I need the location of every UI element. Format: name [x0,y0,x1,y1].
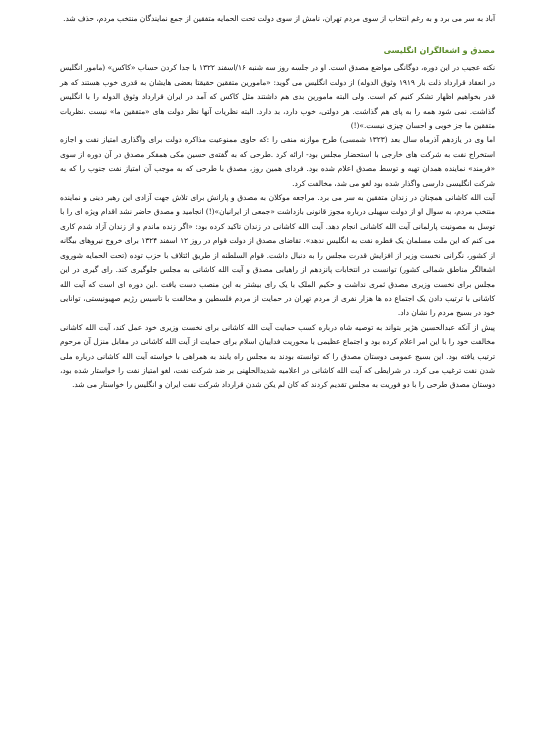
page-body [60,12,495,393]
paragraph-kashani-prison: آیت الله کاشانی همچنان در زندان متفقین به سر می برد. مراجعه موکلان به مصدق و پارانش برای تلاش جهت آزادی این رهبر دینی و نماینده منتخب مردم، به سوال او از دولت سهیلی درباره مجوز قانونی بازداشت «جمعی از ایرانیان»(!) انجامید و مصدق حاضر نشد اقدام ویژه ای را با توسل به مصونیت پارلمانی آیت الله کاشانی انجام دهد. آیت الله کاشانی در زندان تاکید کرده بود: «اگر زنده ماندم و از زندان آزاد شدم کاری می کنم که این ملت مسلمان یک قطره نفت به انگلیس ندهد». تقاضای مصدق از دولت قوام در روز ۱۲ اسفند ۱۳۲۴ برای خروج نیروهای بیگانه از کشور، نگرانی نخست وزیر از افزایش قدرت مجلس را به دنبال داشت. قوام السلطنه از طریق ائتلاف با حزب توده (تحت الحمایه شوروی اشغالگر مناطق شمالی کشور) توانست در انتخابات پانزدهم از راهیابی مصدق و آیت الله کاشانی به مجلس جلوگیری کند. رای گیری در این مجلس برای نخست وزیری مصدق ثمری نداشت و حکیم الملک با یک رای بیشتر به این منصب دست یافت .این دوره ای است که آیت الله کاشانی با ترتیب دادن یک اجتماع ده ها هزار نفری از مردم تهران در حمایت از مردم فلسطین و مخالفت با تاسیس رژیم صهیونیستی، توانایی خود در بسیج مردم را نشان داد. [60,193,495,318]
section-heading: مصدق و اشغالگران انگلیسی [383,46,495,56]
intro-paragraph: آباد به سر می برد و به رغم انتخاب از سوی مردم تهران، نامش از سوی دولت تحت الحمایه متفقین از جمع نمایندگان منتخب مردم، حذف شد. [63,14,495,23]
paragraph-negative-balance: اما وی در یازدهم آذرماه سال بعد (۱۳۲۳ شمسی) طرح موازنه منفی را :که حاوی ممنوعیت مذاکره دولت برای واگذاری امتیاز نفت و اجازه استخراج نفت به شرکت های خارجی با استحضار مجلس بود- ارائه کرد .طرحی که به گفته‌ی حسین مکی همفکر مصدق در آن دوره از سوی «فرمند» نماینده همدان تهیه و توسط مصدق اعلام شده بود. فردای همین روز، مصدق با طرحی که به موجب آن امتیاز نفت جنوب را که به شرکت انگلیسی دارسی واگذار شده بود لغو می شد، مخالفت کرد. [60,135,495,188]
paragraph-mossadegh-stance: نکته عجیب در این دوره، دوگانگی مواضع مصدق است. او در جلسه روز سه شنبه ۱۶/اسفند ۱۳۲۲ با جدا کردن حساب «کاکس» (مامور انگلیس در انعقاد قرارداد ذلت بار ۱۹۱۹ وثوق الدوله) از دولت انگلیس می گوید: «مامورین متفقین حقیقتا بعضی هایشان به قدری خوب هستند که هر قدر بخواهیم اظهار تشکر کنیم کم است. ولی البته مامورین بدی هم داشتند مثل کاکس که آمد در ایران قرارداد وثوق الدوله را با انگلیس گذاشت. نمی شود همه را به پای هم گذاشت. هر دولتی، خوب دارد، بد دارد. البته نظریات آنها نظر دولت های «متفقین ما» نیست .نظریات متفقین ما جز خوبی و احسان چیزی نیست.»(!) [60,63,495,131]
paragraph-hazhir-oil: پیش از آنکه عبدالحسین هژیر بتواند به توصیه شاه درباره کسب حمایت آیت الله کاشانی برای نخست وزیری خود عمل کند، آیت الله کاشانی مخالفت خود را با این امر اعلام کرده بود و اجتماع عظیمی با محوریت فداییان اسلام برای حمایت از آیت الله کاشانی در مقابل منزل آن مرحوم ترتیب یافته بود. این بسیج عمومی دوستان مصدق را که توانسته بودند به مجلس راه یابند به همراهی با خواسته آیت الله کاشانی درباره ملی شدن نفت ترغیب می کرد. در شرایطی که آیت الله کاشانی در اعلامیه شدیدالحلهنی بر ضد شرکت نفت، لغو امتیاز نفت را خواستار شده بود، دوستان مصدق طرحی را با دو فوریت به مجلس تقدیم کردند که کان لم یکن شدن قرارداد شرکت نفت ایران و انگلیس را خواستار می شد. [60,322,495,390]
